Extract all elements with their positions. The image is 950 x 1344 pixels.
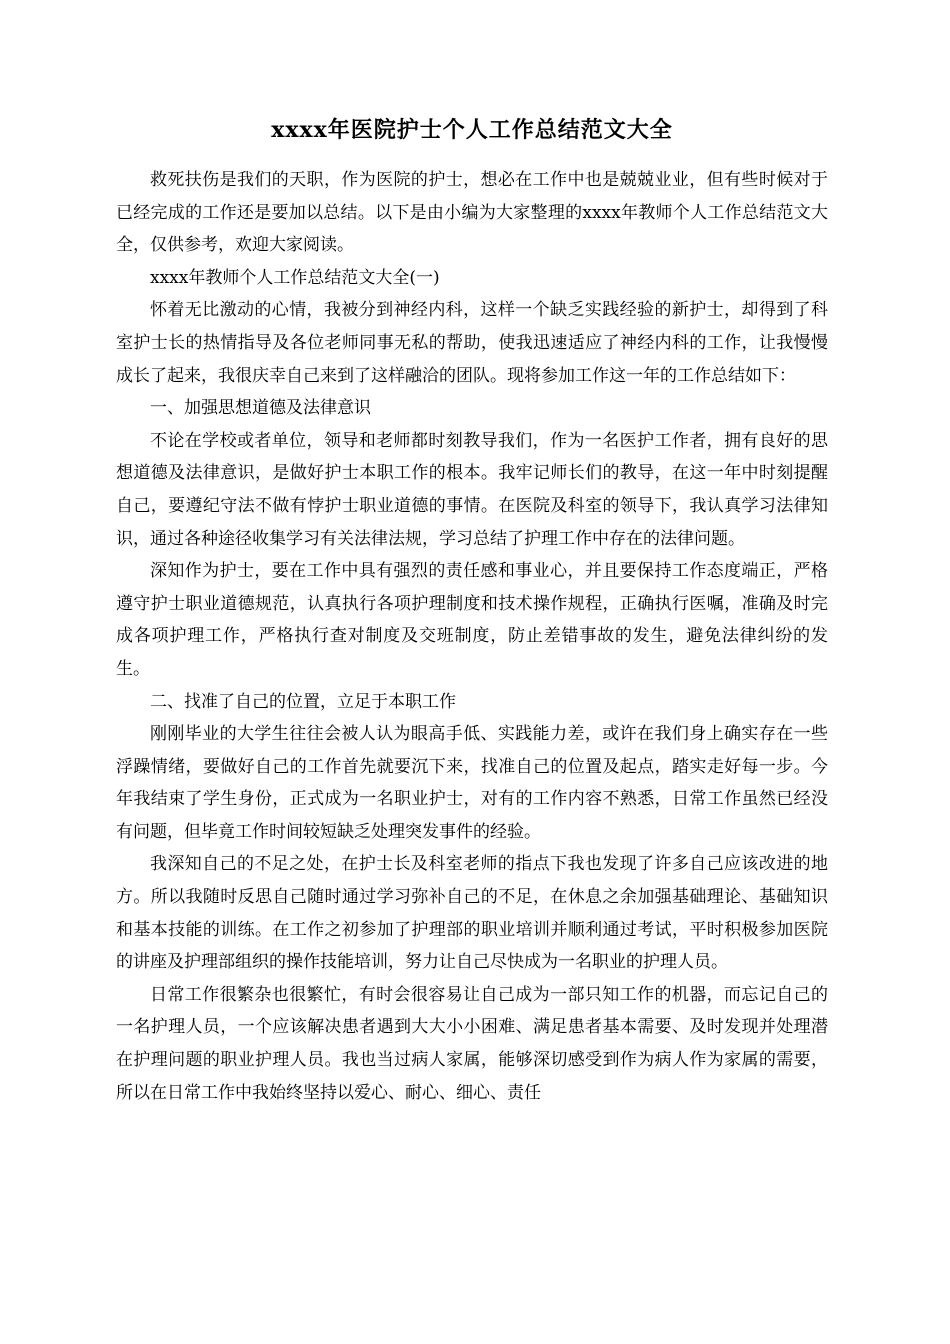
body-paragraph: 日常工作很繁杂也很繁忙，有时会很容易让自己成为一部只知工作的机器，而忘记自己的一名护理人员，一个应该解决患者遇到大大小小困难、满足患者基本需要、及时发现并处理潜在护理问题的职业护理人员。我也当过病人家属，能够深切感受到作为病人作为家属的需要，所以在日常工作中我始终坚持以爱心、耐心、细心、责任 — [116, 984, 828, 1103]
document-page — [116, 112, 828, 1109]
intro-paragraph: 救死扶伤是我们的天职，作为医院的护士，想必在工作中也是兢兢业业，但有些时候对于已经完成的工作还是要加以总结。以下是由小编为大家整理的xxxx年教师个人工作总结范文大全，仅供参考，欢迎大家阅读。 — [116, 170, 828, 256]
section-heading-1: 一、加强思想道德及法律意识 — [150, 398, 371, 419]
body-paragraph: 不论在学校或者单位，领导和老师都时刻教导我们，作为一名医护工作者，拥有良好的思想道德及法律意识，是做好护士本职工作的根本。我牢记师长们的教导，在这一年中时刻提醒自己，要遵纪守法不做有悖护士职业道德的事情。在医院及科室的领导下，我认真学习法律知识，通过各种途径收集学习有关法律法规，学习总结了护理工作中存在的法律问题。 — [116, 430, 828, 549]
body-paragraph: 深知作为护士，要在工作中具有强烈的责任感和事业心，并且要保持工作态度端正，严格遵守护士职业道德规范，认真执行各项护理制度和技术操作规程，正确执行医嘱，准确及时完成各项护理工作，严格执行查对制度及交班制度，防止差错事故的发生，避免法律纠纷的发生。 — [116, 561, 828, 679]
body-paragraph: 刚刚毕业的大学生往往会被人认为眼高手低、实践能力差，或许在我们身上确实存在一些浮躁情绪，要做好自己的工作首先就要沉下来，找准自己的位置及起点，踏实走好每一步。今年我结束了学生身份，正式成为一名职业护士，对有的工作内容不熟悉，日常工作虽然已经没有问题，但毕竟工作时间较短缺乏处理突发事件的经验。 — [116, 724, 828, 842]
subtitle-heading: xxxx年教师个人工作总结范文大全(一) — [150, 267, 440, 288]
document-title: xxxx年医院护士个人工作总结范文大全 — [271, 117, 673, 143]
section-heading-2: 二、找准了自己的位置，立足于本职工作 — [150, 691, 456, 712]
body-paragraph: 怀着无比激动的心情，我被分到神经内科，这样一个缺乏实践经验的新护士，却得到了科室护士长的热情指导及各位老师同事无私的帮助，使我迅速适应了神经内科的工作，让我慢慢成长了起来，我很庆幸自己来到了这样融洽的团队。现将参加工作这一年的工作总结如下： — [116, 300, 828, 386]
body-paragraph: 我深知自己的不足之处，在护士长及科室老师的指点下我也发现了许多自己应该改进的地方。所以我随时反思自己随时通过学习弥补自己的不足，在休息之余加强基础理论、基础知识和基本技能的训练。在工作之初参加了护理部的职业培训并顺利通过考试，平时积极参加医院的讲座及护理部组织的操作技能培训，努力让自己尽快成为一名职业的护理人员。 — [116, 854, 828, 973]
